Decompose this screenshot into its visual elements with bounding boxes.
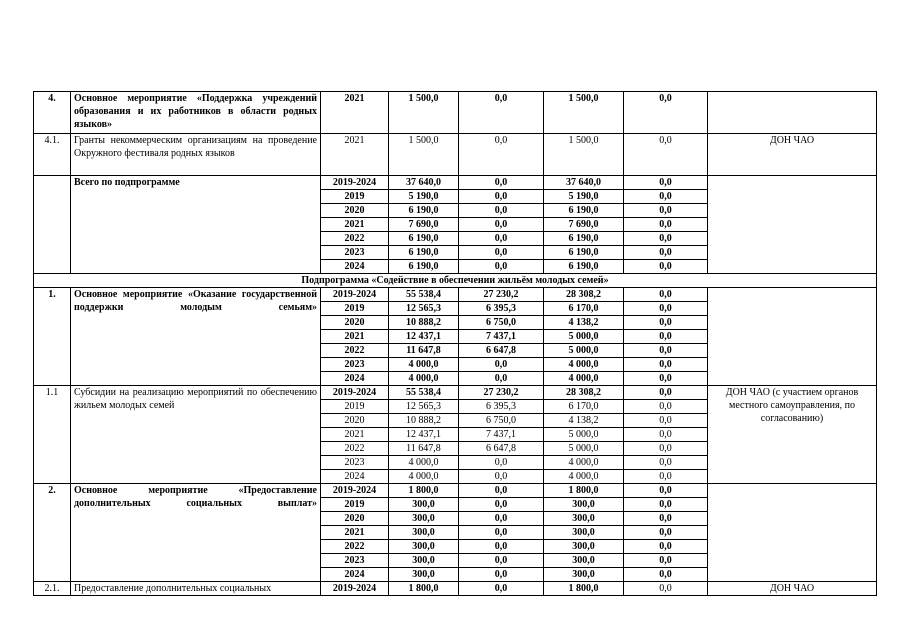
item-name: Основное мероприятие «Поддержка учреждений образования и их работников в области родных языков» — [71, 92, 321, 134]
cell-v1: 6 190,0 — [389, 246, 459, 260]
executor — [708, 92, 877, 134]
cell-year: 2022 — [321, 344, 389, 358]
cell-year: 2020 — [321, 414, 389, 428]
cell-year: 2023 — [321, 554, 389, 568]
item-number: 2.1. — [34, 582, 71, 596]
cell-v2: 0,0 — [459, 92, 544, 134]
cell-year: 2024 — [321, 470, 389, 484]
item-name: Гранты некоммерческим организациям на проведение Окружного фестиваля родных языков — [71, 134, 321, 176]
cell-v4: 0,0 — [624, 344, 708, 358]
executor — [708, 288, 877, 386]
item-number: 4.1. — [34, 134, 71, 176]
cell-v1: 300,0 — [389, 540, 459, 554]
cell-v3: 300,0 — [544, 498, 624, 512]
cell-v3: 4 138,2 — [544, 414, 624, 428]
cell-v4: 0,0 — [624, 176, 708, 190]
cell-v2: 6 750,0 — [459, 316, 544, 330]
cell-v3: 5 000,0 — [544, 428, 624, 442]
cell-v4: 0,0 — [624, 246, 708, 260]
cell-v2: 0,0 — [459, 372, 544, 386]
cell-year: 2024 — [321, 568, 389, 582]
cell-year: 2019-2024 — [321, 484, 389, 498]
cell-v3: 6 190,0 — [544, 260, 624, 274]
cell-v4: 0,0 — [624, 582, 708, 596]
cell-v2: 7 437,1 — [459, 330, 544, 344]
table-row — [34, 386, 877, 400]
item-name: Предоставление дополнительных социальных — [71, 582, 321, 596]
cell-v4: 0,0 — [624, 526, 708, 540]
cell-v1: 12 437,1 — [389, 428, 459, 442]
cell-year: 2021 — [321, 218, 389, 232]
cell-year: 2021 — [321, 330, 389, 344]
cell-v3: 4 000,0 — [544, 456, 624, 470]
cell-v2: 0,0 — [459, 204, 544, 218]
table-row — [34, 176, 877, 190]
cell-v3: 4 138,2 — [544, 316, 624, 330]
table-row — [34, 582, 877, 596]
subprogram-header-row — [34, 274, 877, 288]
cell-v3: 300,0 — [544, 540, 624, 554]
cell-v4: 0,0 — [624, 372, 708, 386]
cell-v1: 12 437,1 — [389, 330, 459, 344]
cell-v4: 0,0 — [624, 330, 708, 344]
cell-v4: 0,0 — [624, 400, 708, 414]
cell-v2: 0,0 — [459, 582, 544, 596]
cell-year: 2023 — [321, 246, 389, 260]
cell-year: 2020 — [321, 512, 389, 526]
cell-v1: 4 000,0 — [389, 372, 459, 386]
subprogram-title: Подпрограмма «Содействие в обеспечении жильём молодых семей» — [34, 274, 877, 288]
cell-v3: 4 000,0 — [544, 358, 624, 372]
cell-v1: 12 565,3 — [389, 400, 459, 414]
cell-v2: 0,0 — [459, 526, 544, 540]
cell-v1: 10 888,2 — [389, 414, 459, 428]
cell-v2: 0,0 — [459, 568, 544, 582]
cell-v4: 0,0 — [624, 134, 708, 176]
cell-v2: 0,0 — [459, 484, 544, 498]
cell-v1: 11 647,8 — [389, 442, 459, 456]
cell-v2: 0,0 — [459, 232, 544, 246]
cell-year: 2020 — [321, 204, 389, 218]
cell-v4: 0,0 — [624, 204, 708, 218]
cell-v2: 7 437,1 — [459, 428, 544, 442]
executor: ДОН ЧАО — [708, 582, 877, 596]
cell-v2: 0,0 — [459, 512, 544, 526]
cell-v4: 0,0 — [624, 512, 708, 526]
cell-year: 2019 — [321, 400, 389, 414]
table-row — [34, 92, 877, 134]
cell-year: 2019-2024 — [321, 288, 389, 302]
cell-v4: 0,0 — [624, 288, 708, 302]
cell-v1: 6 190,0 — [389, 232, 459, 246]
cell-v3: 6 190,0 — [544, 204, 624, 218]
cell-v2: 0,0 — [459, 218, 544, 232]
cell-v2: 6 395,3 — [459, 400, 544, 414]
cell-v4: 0,0 — [624, 554, 708, 568]
cell-v4: 0,0 — [624, 568, 708, 582]
cell-v1: 6 190,0 — [389, 204, 459, 218]
cell-year: 2019-2024 — [321, 386, 389, 400]
cell-year: 2023 — [321, 358, 389, 372]
cell-v2: 0,0 — [459, 260, 544, 274]
cell-year: 2024 — [321, 372, 389, 386]
cell-v3: 7 690,0 — [544, 218, 624, 232]
cell-v2: 6 395,3 — [459, 302, 544, 316]
executor — [708, 484, 877, 582]
cell-v3: 4 000,0 — [544, 372, 624, 386]
cell-v2: 6 750,0 — [459, 414, 544, 428]
cell-v2: 0,0 — [459, 554, 544, 568]
cell-v3: 28 308,2 — [544, 288, 624, 302]
cell-v3: 5 000,0 — [544, 442, 624, 456]
cell-year: 2020 — [321, 316, 389, 330]
table-row — [34, 484, 877, 498]
cell-v3: 28 308,2 — [544, 386, 624, 400]
item-name: Всего по подпрограмме — [71, 176, 321, 274]
cell-v3: 6 190,0 — [544, 246, 624, 260]
item-name: Субсидии на реализацию мероприятий по обеспечению жильем молодых семей — [71, 386, 321, 484]
cell-v3: 5 190,0 — [544, 190, 624, 204]
cell-v4: 0,0 — [624, 442, 708, 456]
cell-v3: 300,0 — [544, 526, 624, 540]
cell-year: 2024 — [321, 260, 389, 274]
cell-year: 2022 — [321, 442, 389, 456]
cell-v4: 0,0 — [624, 218, 708, 232]
cell-v3: 300,0 — [544, 512, 624, 526]
cell-year: 2019 — [321, 498, 389, 512]
cell-v1: 1 500,0 — [389, 92, 459, 134]
cell-v2: 0,0 — [459, 498, 544, 512]
cell-v3: 300,0 — [544, 554, 624, 568]
item-number: 4. — [34, 92, 71, 134]
cell-year: 2021 — [321, 134, 389, 176]
item-number — [34, 176, 71, 274]
cell-v4: 0,0 — [624, 358, 708, 372]
cell-v2: 0,0 — [459, 190, 544, 204]
cell-v2: 6 647,8 — [459, 344, 544, 358]
cell-v4: 0,0 — [624, 316, 708, 330]
cell-v3: 6 170,0 — [544, 400, 624, 414]
cell-v3: 5 000,0 — [544, 344, 624, 358]
cell-v2: 27 230,2 — [459, 386, 544, 400]
cell-year: 2019-2024 — [321, 582, 389, 596]
executor — [708, 176, 877, 274]
cell-v1: 300,0 — [389, 498, 459, 512]
cell-year: 2021 — [321, 428, 389, 442]
cell-v1: 37 640,0 — [389, 176, 459, 190]
item-name: Основное мероприятие «Предоставление дополнительных социальных выплат» — [71, 484, 321, 582]
cell-v1: 1 500,0 — [389, 134, 459, 176]
cell-v4: 0,0 — [624, 428, 708, 442]
cell-v4: 0,0 — [624, 260, 708, 274]
cell-v2: 0,0 — [459, 134, 544, 176]
cell-v2: 27 230,2 — [459, 288, 544, 302]
cell-v3: 1 800,0 — [544, 484, 624, 498]
cell-v2: 0,0 — [459, 540, 544, 554]
cell-v1: 55 538,4 — [389, 386, 459, 400]
executor: ДОН ЧАО (с участием органов местного самоуправления, по согласованию) — [708, 386, 877, 484]
item-name: Основное мероприятие «Оказание государственной поддержки молодым семьям» — [71, 288, 321, 386]
table-row — [34, 288, 877, 302]
cell-v4: 0,0 — [624, 470, 708, 484]
cell-v3: 1 500,0 — [544, 92, 624, 134]
cell-v1: 4 000,0 — [389, 470, 459, 484]
cell-v4: 0,0 — [624, 302, 708, 316]
cell-v2: 0,0 — [459, 358, 544, 372]
cell-year: 2019-2024 — [321, 176, 389, 190]
cell-v2: 0,0 — [459, 470, 544, 484]
cell-v4: 0,0 — [624, 414, 708, 428]
cell-v1: 1 800,0 — [389, 582, 459, 596]
cell-v3: 6 190,0 — [544, 232, 624, 246]
cell-v1: 6 190,0 — [389, 260, 459, 274]
cell-v3: 1 800,0 — [544, 582, 624, 596]
cell-v1: 4 000,0 — [389, 358, 459, 372]
cell-v1: 300,0 — [389, 526, 459, 540]
cell-v4: 0,0 — [624, 232, 708, 246]
cell-v1: 300,0 — [389, 568, 459, 582]
cell-v3: 4 000,0 — [544, 470, 624, 484]
cell-v2: 6 647,8 — [459, 442, 544, 456]
cell-v4: 0,0 — [624, 190, 708, 204]
cell-v1: 7 690,0 — [389, 218, 459, 232]
cell-v4: 0,0 — [624, 484, 708, 498]
program-table — [33, 91, 877, 596]
cell-year: 2022 — [321, 232, 389, 246]
cell-v2: 0,0 — [459, 456, 544, 470]
cell-v1: 55 538,4 — [389, 288, 459, 302]
cell-v3: 6 170,0 — [544, 302, 624, 316]
cell-v3: 5 000,0 — [544, 330, 624, 344]
cell-v1: 300,0 — [389, 554, 459, 568]
cell-v2: 0,0 — [459, 176, 544, 190]
table-row — [34, 134, 877, 176]
cell-v1: 4 000,0 — [389, 456, 459, 470]
cell-v4: 0,0 — [624, 456, 708, 470]
cell-year: 2019 — [321, 302, 389, 316]
cell-year: 2021 — [321, 526, 389, 540]
item-number: 1.1 — [34, 386, 71, 484]
cell-year: 2021 — [321, 92, 389, 134]
item-number: 2. — [34, 484, 71, 582]
cell-v4: 0,0 — [624, 386, 708, 400]
cell-year: 2023 — [321, 456, 389, 470]
cell-year: 2022 — [321, 540, 389, 554]
cell-v4: 0,0 — [624, 92, 708, 134]
cell-v1: 10 888,2 — [389, 316, 459, 330]
cell-v3: 1 500,0 — [544, 134, 624, 176]
cell-year: 2019 — [321, 190, 389, 204]
cell-v1: 300,0 — [389, 512, 459, 526]
cell-v1: 1 800,0 — [389, 484, 459, 498]
executor: ДОН ЧАО — [708, 134, 877, 176]
cell-v3: 37 640,0 — [544, 176, 624, 190]
cell-v1: 5 190,0 — [389, 190, 459, 204]
cell-v3: 300,0 — [544, 568, 624, 582]
cell-v1: 11 647,8 — [389, 344, 459, 358]
cell-v4: 0,0 — [624, 540, 708, 554]
cell-v2: 0,0 — [459, 246, 544, 260]
item-number: 1. — [34, 288, 71, 386]
cell-v1: 12 565,3 — [389, 302, 459, 316]
cell-v4: 0,0 — [624, 498, 708, 512]
